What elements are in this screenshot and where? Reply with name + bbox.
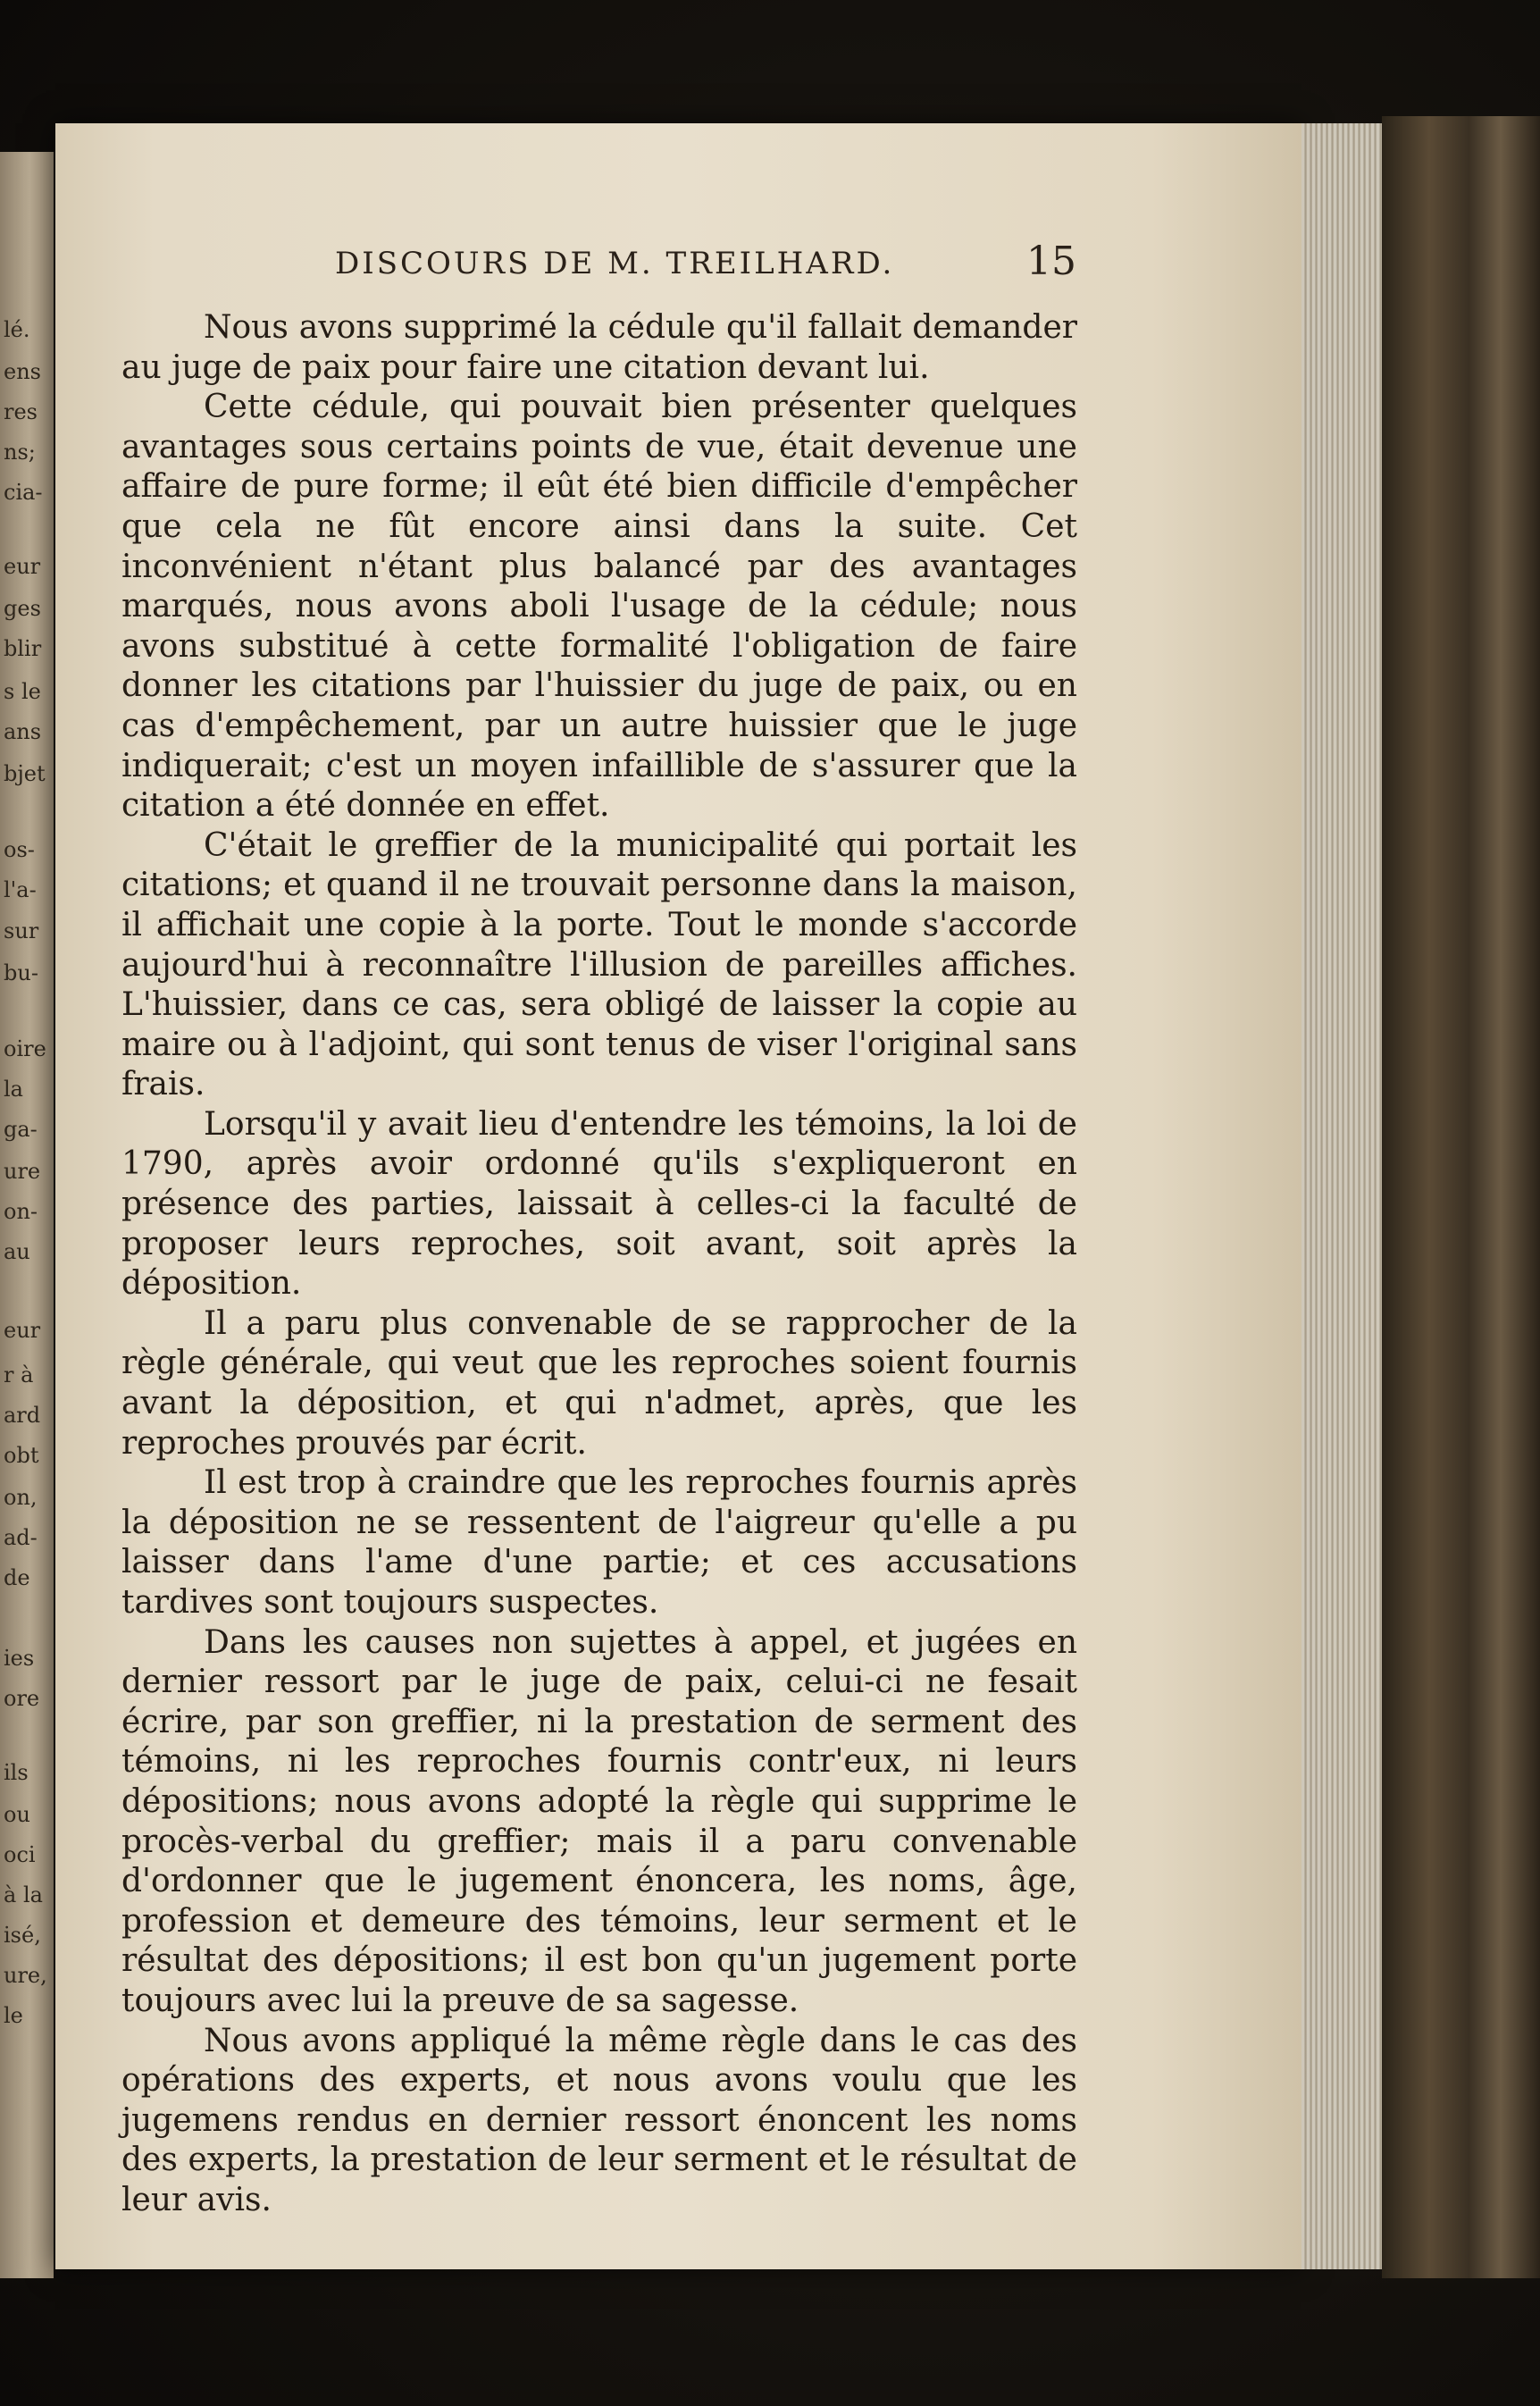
facing-page-fragment: cia- <box>4 480 43 505</box>
paragraph: Nous avons supprimé la cédule qu'il fallait demander au juge de paix pour faire une citation devant lui. <box>121 309 1077 386</box>
facing-page-fragment: ges <box>4 596 41 621</box>
page-edges <box>1301 123 1382 2269</box>
facing-page-fragment: res <box>4 399 38 424</box>
facing-page-fragment: os- <box>4 837 35 862</box>
facing-page-fragment: bjet <box>4 761 46 786</box>
facing-page-fragment: ns; <box>4 440 36 465</box>
facing-page-fragment: gа- <box>4 1117 38 1142</box>
facing-page-fragment: ore <box>4 1686 40 1711</box>
running-header-title: DISCOURS DE M. TREILHARD. <box>335 246 895 281</box>
facing-page-fragment: eur <box>4 1318 41 1343</box>
paragraph: Dans les causes non sujettes à appel, et jugées en dernier ressort par le juge de paix, celui-ci ne fesait écrire, par son greffier, ni la prestation de serment des témoins, ni les reproches fournis contr'eux, ni leurs dépositions; nous avons adopté la règle qui supprime le procès-verbal du greffier; mais il a paru convenable d'ordonner que le jugement énoncera, les noms, âge, profession et demeure des témoins, leur serment et le résultat des dépositions; il est bon qu'un jugement porte toujours avec lui la preuve de sa sagesse. <box>121 1623 1077 2019</box>
facing-page-fragment: ans <box>4 719 42 744</box>
facing-page-fragment: on, <box>4 1485 38 1510</box>
facing-page-fragment: ils <box>4 1760 29 1785</box>
book-binding <box>1382 116 1540 2278</box>
facing-page-fragment: r à <box>4 1362 34 1387</box>
facing-page-fragment: bu- <box>4 960 38 985</box>
facing-page-fragment: oire <box>4 1036 46 1061</box>
facing-page-fragment: eur <box>4 554 41 579</box>
facing-page-fragment: ies <box>4 1646 35 1671</box>
facing-page-fragment: à la <box>4 1882 43 1907</box>
facing-page-fragment: ou <box>4 1802 30 1827</box>
facing-page-fragment: s le <box>4 679 41 704</box>
facing-page-fragment: ard <box>4 1403 41 1428</box>
paragraph: Lorsqu'il y avait lieu d'entendre les témoins, la loi de 1790, après avoir ordonné qu'ils s'expliqueront en présence des parties, laissait à celles-ci la faculté de proposer leurs reproches, soit avant, soit après la déposition. <box>121 1105 1077 1303</box>
facing-page-fragment: ad- <box>4 1525 38 1550</box>
body-text <box>121 308 1077 2221</box>
facing-page-fragment: le <box>4 2003 23 2028</box>
paragraph: Cette cédule, qui pouvait bien présenter quelques avantages sous certains points de vue, était devenue une affaire de pure forme; il eût été bien difficile d'empêcher que cela ne fût encore ainsi dans la suite. Cet inconvénient n'étant plus balancé par des avantages marqués, nous avons aboli l'usage de la cédule; nous avons substitué à cette formalité l'obligation de faire donner les citations par l'huissier du juge de paix, ou en cas d'empêchement, par un autre huissier que le juge indiquerait; c'est un moyen infaillible de s'assurer que la citation a été donnée en effet. <box>121 389 1077 825</box>
facing-page-fragment: obt <box>4 1443 39 1468</box>
paragraph: Nous avons appliqué la même règle dans le cas des opérations des experts, et nous avons voulu que les jugemens rendus en dernier ressort énoncent les noms des experts, la prestation de leur serment et le résultat de leur avis. <box>121 2022 1077 2218</box>
facing-page-fragment: ure <box>4 1159 41 1184</box>
facing-page-edge <box>0 152 54 2278</box>
facing-page-fragment: de <box>4 1565 30 1590</box>
facing-page-fragment: lé. <box>4 317 30 342</box>
facing-page-fragment: on- <box>4 1199 38 1224</box>
facing-page-fragment: sur <box>4 918 39 943</box>
facing-page-fragment: la <box>4 1077 23 1102</box>
facing-page-fragment: ens <box>4 359 41 384</box>
page-number: 15 <box>1026 239 1076 284</box>
paragraph: C'était le greffier de la municipalité qui portait les citations; et quand il ne trouvait personne dans la maison, il affichait une copie à la porte. Tout le monde s'accorde aujourd'hui à reconnaître l'illusion de pareilles affiches. L'huissier, dans ce cas, sera obligé de laisser la copie au maire ou à l'adjoint, qui sont tenus de viser l'original sans frais. <box>121 826 1077 1103</box>
facing-page-fragment: isé, <box>4 1923 41 1948</box>
facing-page-fragment: l'a- <box>4 877 37 902</box>
facing-page-fragment: oci <box>4 1842 36 1867</box>
paragraph: Il est trop à craindre que les reproches fournis après la déposition ne se ressentent de l'aigreur qu'elle a pu laisser dans l'ame d'une partie; et ces accusations tardives sont toujours suspectes. <box>121 1464 1077 1621</box>
facing-page-fragment: au <box>4 1239 30 1264</box>
paragraph: Il a paru plus convenable de se rapprocher de la règle générale, qui veut que les reproches soient fournis avant la déposition, et qui n'admet, après, que les reproches prouvés par écrit. <box>121 1304 1077 1462</box>
facing-page-fragment: ure, <box>4 1963 47 1988</box>
facing-page-fragment: blir <box>4 636 42 661</box>
running-header <box>335 239 1076 284</box>
